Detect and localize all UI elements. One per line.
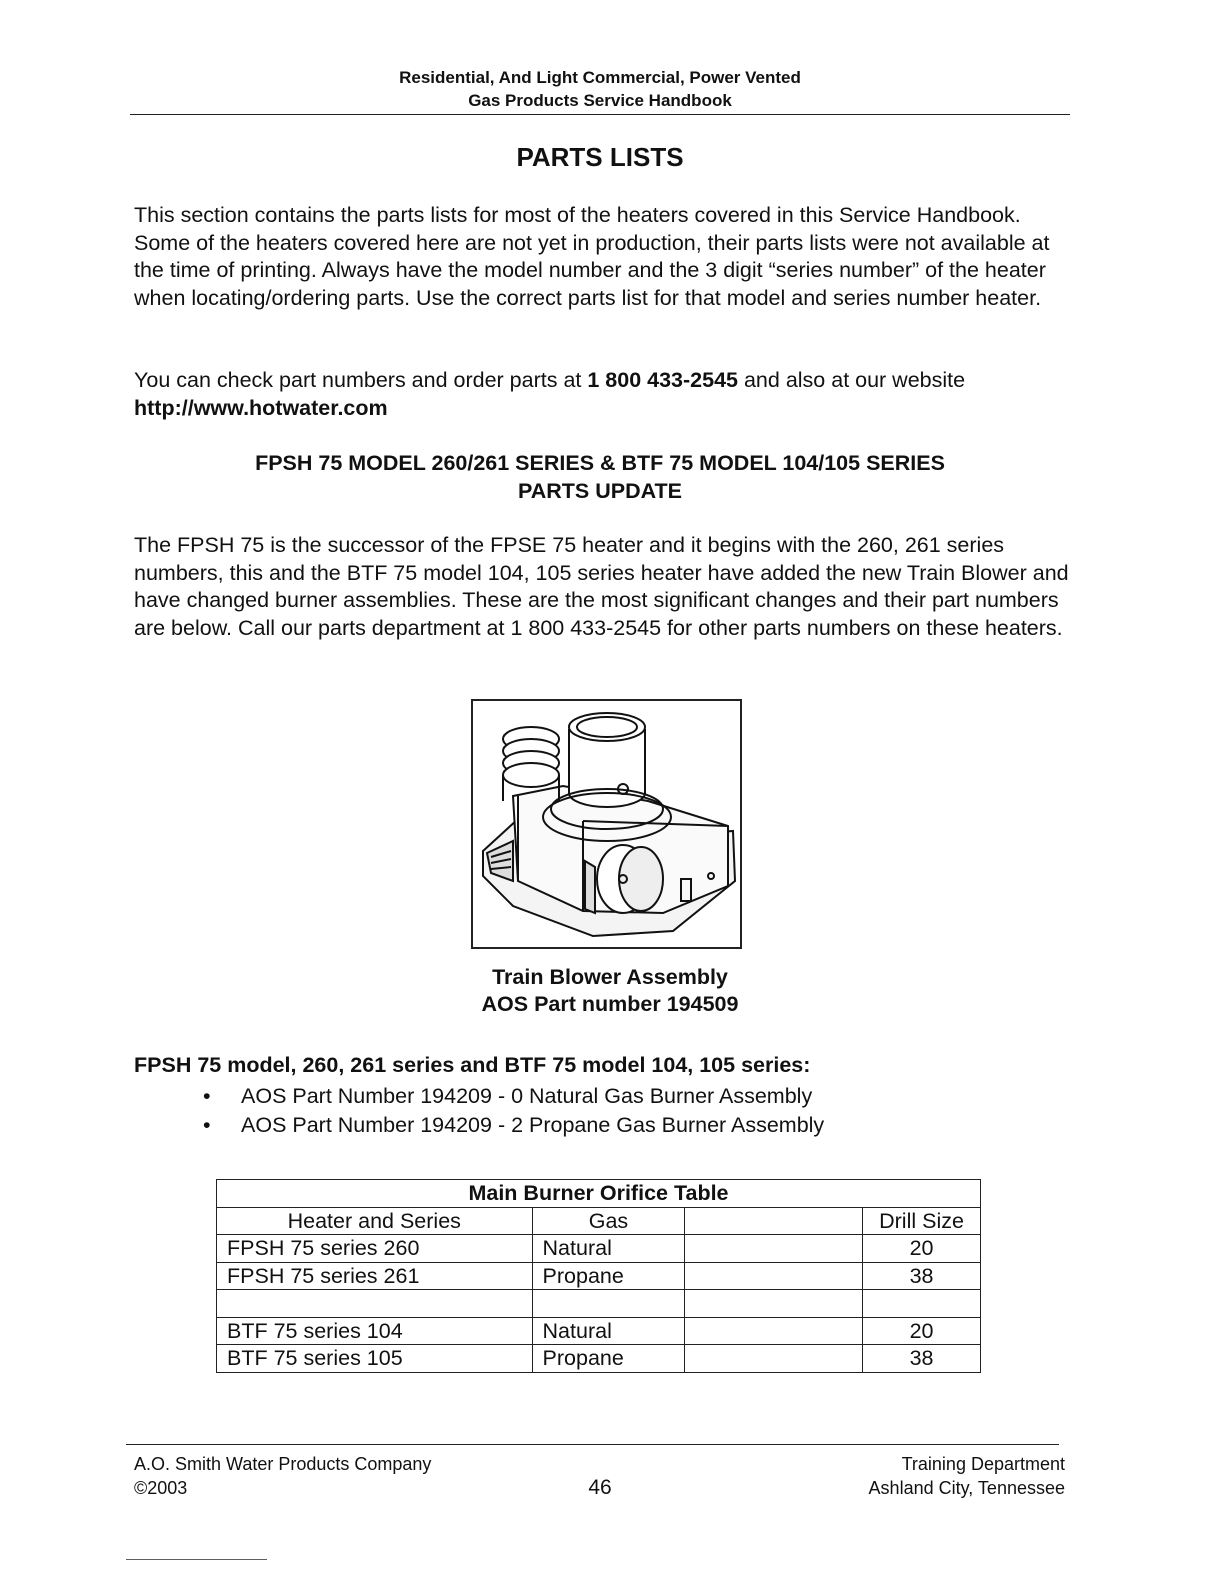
figure-caption-line-1: Train Blower Assembly: [492, 965, 728, 989]
section-title-line-2: PARTS UPDATE: [517, 479, 683, 503]
header-line-1: Residential, And Light Commercial, Power Vented: [399, 68, 801, 87]
column-header: [685, 1207, 863, 1235]
table-cell: 38: [863, 1262, 981, 1290]
burner-list: [200, 1082, 824, 1139]
orifice-table: [216, 1179, 981, 1373]
figure-caption: [380, 964, 840, 1018]
contact-prefix: You can check part numbers and order parts at: [134, 368, 588, 392]
intro-paragraph: This section contains the parts lists for most of the heaters covered in this Service Handbook. Some of the heaters covered here are not yet in production, their parts lists were not available at the time of printing. Always have the model number and the 3 digit “series number” of the heater when locating/ordering parts. Use the correct parts list for that model and series number heater.: [134, 203, 1050, 310]
table-cell: [685, 1235, 863, 1263]
footer-left: [134, 1452, 431, 1500]
contact-paragraph: [134, 367, 1074, 422]
table-cell: [863, 1290, 981, 1318]
table-cell: FPSH 75 series 260: [217, 1235, 533, 1263]
burner-heading: FPSH 75 model, 260, 261 series and BTF 75 model 104, 105 series:: [134, 1053, 811, 1077]
table-cell: 20: [863, 1317, 981, 1345]
website-link[interactable]: http://www.hotwater.com: [134, 395, 388, 420]
list-item: • AOS Part Number 194209 - 2 Propane Gas Burner Assembly: [200, 1111, 824, 1140]
table-header-row: [217, 1207, 981, 1235]
table-cell: BTF 75 series 104: [217, 1317, 533, 1345]
footer-copyright: ©2003: [134, 1478, 188, 1498]
footnote-rule: [126, 1559, 267, 1560]
table-row: [217, 1262, 981, 1290]
train-blower-illustration: [473, 701, 740, 947]
table-cell: 20: [863, 1235, 981, 1263]
page-number: 46: [588, 1476, 612, 1499]
column-header: Heater and Series: [217, 1207, 533, 1235]
contact-middle: and also at our website: [738, 368, 966, 392]
footer-department: Training Department: [901, 1454, 1065, 1474]
header-line-2: Gas Products Service Handbook: [468, 91, 732, 110]
table-cell: Propane: [532, 1345, 685, 1373]
table-cell: FPSH 75 series 261: [217, 1262, 533, 1290]
table-row: [217, 1317, 981, 1345]
phone-number: 1 800 433-2545: [587, 368, 738, 392]
table-row: [217, 1290, 981, 1318]
section-body: The FPSH 75 is the successor of the FPSE 75 heater and it begins with the 260, 261 series numbers, this and the BTF 75 model 104, 105 series heater have added the new Train Blower and have changed burner assemblies. These are the most significant changes and their part numbers are below. Call our parts department at 1 800 433-2545 for other parts numbers on these heaters.: [134, 533, 1069, 640]
page-title: PARTS LISTS: [516, 142, 684, 172]
header-rule: [130, 114, 1070, 115]
footer-company: A.O. Smith Water Products Company: [134, 1454, 432, 1474]
table-cell: [685, 1317, 863, 1345]
table-cell: 38: [863, 1345, 981, 1373]
table-cell: Natural: [532, 1317, 685, 1345]
table-cell: [532, 1290, 685, 1318]
table-cell: Natural: [532, 1235, 685, 1263]
train-blower-figure: [471, 699, 742, 949]
column-header: Gas: [532, 1207, 685, 1235]
section-title: [130, 449, 1070, 505]
table-cell: [685, 1262, 863, 1290]
running-header: [130, 66, 1070, 112]
list-item: • AOS Part Number 194209 - 0 Natural Gas Burner Assembly: [200, 1082, 824, 1111]
footer-rule: [126, 1444, 1059, 1445]
footer-right: [869, 1452, 1065, 1500]
table-cell: Propane: [532, 1262, 685, 1290]
table-row: [217, 1345, 981, 1373]
section-title-line-1: FPSH 75 MODEL 260/261 SERIES & BTF 75 MODEL 104/105 SERIES: [255, 451, 945, 475]
table-cell: BTF 75 series 105: [217, 1345, 533, 1373]
figure-caption-line-2: AOS Part number 194509: [481, 992, 739, 1016]
table-title: Main Burner Orifice Table: [217, 1180, 981, 1208]
table-cell: [217, 1290, 533, 1318]
table-cell: [685, 1290, 863, 1318]
table-cell: [685, 1345, 863, 1373]
column-header: Drill Size: [863, 1207, 981, 1235]
footer-location: Ashland City, Tennessee: [868, 1478, 1065, 1498]
table-row: [217, 1235, 981, 1263]
